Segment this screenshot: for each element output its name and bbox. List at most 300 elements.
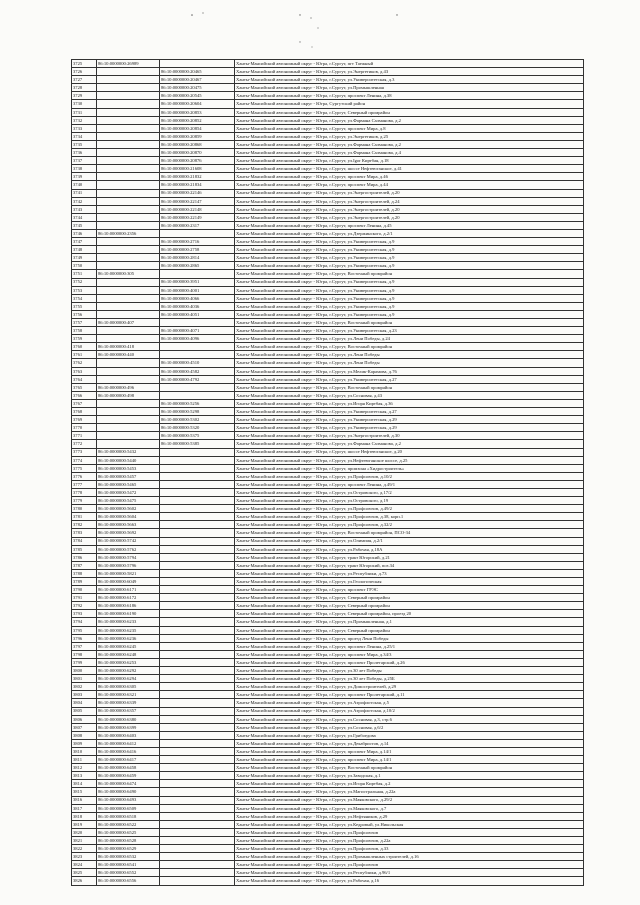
cadastral-number-a	[97, 181, 160, 189]
cadastral-number-a	[97, 108, 160, 116]
table-row	[72, 310, 584, 318]
cadastral-number-a	[97, 173, 160, 181]
cadastral-number-a: 86:10:0000000:418	[97, 343, 160, 351]
row-number: 3792	[72, 602, 97, 610]
table-row	[72, 60, 584, 68]
cadastral-number-b	[160, 715, 235, 723]
address: Ханты-Мансийский автономный округ - Югра, г.Сургут, ул.Университетская, д.23	[235, 327, 584, 335]
table-row	[72, 472, 584, 480]
cadastral-number-b	[160, 448, 235, 456]
cadastral-number-b	[160, 820, 235, 828]
row-number: 3752	[72, 278, 97, 286]
cadastral-number-a: 86:10:0000000:6556	[97, 877, 160, 885]
row-number: 3748	[72, 246, 97, 254]
cadastral-number-a	[97, 327, 160, 335]
table-row	[72, 756, 584, 764]
table-row	[72, 618, 584, 626]
address: Ханты-Мансийский автономный округ - Югра, г.Сургут, ул.Нефтяников, д.29	[235, 812, 584, 820]
cadastral-number-a: 86:10:0000000:6380	[97, 715, 160, 723]
table-row	[72, 869, 584, 877]
row-number: 3789	[72, 578, 97, 586]
cadastral-number-b	[160, 513, 235, 521]
table-row	[72, 302, 584, 310]
cadastral-number-b	[160, 529, 235, 537]
cadastral-number-b	[160, 618, 235, 626]
address: Ханты-Мансийский автономный округ - Югра, г.Сургут, ул.Декабристов, д.14	[235, 739, 584, 747]
row-number: 3736	[72, 149, 97, 157]
address: Ханты-Мансийский автономный округ - Югра, г.Сургут, ул.Игоря Киртбая, д.36	[235, 399, 584, 407]
table-row	[72, 707, 584, 715]
table-row	[72, 812, 584, 820]
cadastral-number-a	[97, 408, 160, 416]
address: Ханты-Мансийский автономный округ - Югра, г.Сургут, ул.Фармана Салманова, д.2	[235, 140, 584, 148]
cadastral-number-b: 86:10:0000000:20854	[160, 124, 235, 132]
row-number: 3776	[72, 472, 97, 480]
cadastral-number-a	[97, 213, 160, 221]
table-row	[72, 764, 584, 772]
cadastral-number-a	[97, 100, 160, 108]
cadastral-number-b: 86:10:0000000:5375	[160, 432, 235, 440]
table-row	[72, 375, 584, 383]
cadastral-number-a: 86:10:0000000:5762	[97, 545, 160, 553]
cadastral-number-b: 86:10:0000000:20876	[160, 157, 235, 165]
cadastral-number-b: 86:10:0000000:4510	[160, 359, 235, 367]
table-row	[72, 667, 584, 675]
row-number: 3769	[72, 416, 97, 424]
table-row	[72, 456, 584, 464]
table-row	[72, 383, 584, 391]
row-number: 3821	[72, 837, 97, 845]
cadastral-number-b	[160, 828, 235, 836]
table-row	[72, 650, 584, 658]
table-row	[72, 432, 584, 440]
address: Ханты-Мансийский автономный округ - Югра, г.Сургут, ул.Профсоюзов, д.32/2	[235, 521, 584, 529]
cadastral-number-a: 86:10:0000000:5821	[97, 569, 160, 577]
cadastral-number-b	[160, 837, 235, 845]
table-row	[72, 586, 584, 594]
table-row	[72, 715, 584, 723]
cadastral-number-b: 86:10:0000000:20870	[160, 149, 235, 157]
address: Ханты-Мансийский автономный округ - Югра, г.Сургут, Северный промрайон, проезд 20	[235, 610, 584, 618]
table-row	[72, 691, 584, 699]
cadastral-number-b: 86:10:0000000:3951	[160, 278, 235, 286]
cadastral-number-a: 86:10:0000000:6357	[97, 707, 160, 715]
cadastral-number-a	[97, 399, 160, 407]
cadastral-number-b	[160, 788, 235, 796]
row-number: 3731	[72, 108, 97, 116]
table-row	[72, 521, 584, 529]
address: Ханты-Мансийский автономный округ - Югра, г.Сургут, ул.Республики, д.96/1	[235, 869, 584, 877]
row-number: 3803	[72, 691, 97, 699]
table-row	[72, 529, 584, 537]
table-row	[72, 343, 584, 351]
table-row	[72, 84, 584, 92]
table-row	[72, 165, 584, 173]
cadastral-number-a	[97, 286, 160, 294]
row-number: 3740	[72, 181, 97, 189]
address: Ханты-Мансийский автономный округ - Югра, г.Сургут, проспект Пролетарский, д.26	[235, 658, 584, 666]
address: Ханты-Мансийский автономный округ - Югра, г.Сургут, ул.Аэрофлотская, д.10/2	[235, 707, 584, 715]
address: Ханты-Мансийский автономный округ - Югра, г.Сургут, Северный промрайон	[235, 602, 584, 610]
address: Ханты-Мансийский автономный округ - Югра, г.Сургут, ул.Грибоедова	[235, 731, 584, 739]
cadastral-number-b	[160, 731, 235, 739]
row-number: 3826	[72, 877, 97, 885]
row-number: 3778	[72, 488, 97, 496]
cadastral-number-b	[160, 658, 235, 666]
cadastral-number-b	[160, 391, 235, 399]
row-number: 3795	[72, 626, 97, 634]
row-number: 3808	[72, 731, 97, 739]
row-number: 3825	[72, 869, 97, 877]
cadastral-number-a: 86:10:0000000:5742	[97, 537, 160, 545]
row-number: 3730	[72, 100, 97, 108]
cadastral-number-b: 86:10:0000000:4582	[160, 367, 235, 375]
row-number: 3771	[72, 432, 97, 440]
table-row	[72, 116, 584, 124]
cadastral-number-b: 86:10:0000000:20852	[160, 116, 235, 124]
table-row	[72, 391, 584, 399]
address: Ханты-Мансийский автономный округ - Югра, г.Сургут, ул.Университетская, д.29	[235, 416, 584, 424]
row-number: 3787	[72, 561, 97, 569]
cadastral-number-a: 86:10:0000000:6416	[97, 747, 160, 755]
row-number: 3738	[72, 165, 97, 173]
address: Ханты-Мансийский автономный округ - Югра, г.Сургут, Северный промрайон	[235, 108, 584, 116]
table-row	[72, 140, 584, 148]
cadastral-number-b	[160, 861, 235, 869]
address: Ханты-Мансийский автономный округ - Югра, г.Сургут, Северный промрайон	[235, 594, 584, 602]
row-number: 3760	[72, 343, 97, 351]
address: Ханты-Мансийский автономный округ - Югра, г.Сургут, ул.Фармана Салманова, д.2	[235, 440, 584, 448]
address: Ханты-Мансийский автономный округ - Югра, г.Сургут, Восточный промрайон	[235, 319, 584, 327]
cadastral-number-a	[97, 440, 160, 448]
row-number: 3747	[72, 238, 97, 246]
address: Ханты-Мансийский автономный округ - Югра, г.Сургут, ул.Фармана Салманова, д.2	[235, 116, 584, 124]
cadastral-number-a	[97, 432, 160, 440]
address: Ханты-Мансийский автономный округ - Югра, г.Сургут, проспект Ленина, д.45	[235, 221, 584, 229]
cadastral-number-b: 86:10:0000000:20868	[160, 140, 235, 148]
table-row	[72, 739, 584, 747]
cadastral-number-b	[160, 537, 235, 545]
cadastral-number-b: 86:10:0000000:21832	[160, 173, 235, 181]
cadastral-number-a: 86:10:0000000:6339	[97, 699, 160, 707]
row-number: 3780	[72, 505, 97, 513]
cadastral-number-a: 86:10:0000000:6525	[97, 828, 160, 836]
address: Ханты-Мансийский автономный округ - Югра, г.Сургут, ул.Нефтеюганское шоссе, д.25	[235, 456, 584, 464]
row-number: 3819	[72, 820, 97, 828]
cadastral-number-b	[160, 845, 235, 853]
cadastral-number-b	[160, 561, 235, 569]
table-row	[72, 359, 584, 367]
cadastral-number-b	[160, 756, 235, 764]
table-row	[72, 513, 584, 521]
cadastral-number-b: 86:10:0000000:5320	[160, 424, 235, 432]
cadastral-number-a	[97, 424, 160, 432]
table-row	[72, 683, 584, 691]
cadastral-number-a: 86:10:0000000:6399	[97, 723, 160, 731]
table-row	[72, 464, 584, 472]
address: Ханты-Мансийский автономный округ - Югра, г.Сургут, ул.Университетская, д.9	[235, 310, 584, 318]
address: Ханты-Мансийский автономный округ - Югра, г.Сургут, ул.Профсоюзов, д.49/2	[235, 505, 584, 513]
address: Ханты-Мансийский автономный округ - Югра, г.Сургут, Северный промрайон	[235, 626, 584, 634]
cadastral-number-b: 86:10:0000000:20604	[160, 100, 235, 108]
table-row	[72, 294, 584, 302]
cadastral-number-a: 86:10:0000000:6245	[97, 642, 160, 650]
row-number: 3759	[72, 335, 97, 343]
address: Ханты-Мансийский автономный округ - Югра, г.Сургут, ул.Кедровый, ул.Никольская	[235, 820, 584, 828]
row-number: 3727	[72, 76, 97, 84]
row-number: 3767	[72, 399, 97, 407]
row-number: 3779	[72, 497, 97, 505]
cadastral-number-b: 86:10:0000000:20859	[160, 132, 235, 140]
address: Ханты-Мансийский автономный округ - Югра, г.Сургут, промзона «Хидростроитель»	[235, 464, 584, 472]
address: Ханты-Мансийский автономный округ - Югра, г.Сургут, ул.Университетская, д.9	[235, 238, 584, 246]
address: Ханты-Мансийский автономный округ - Югра, г.Сургут, проспект ГРЭС	[235, 586, 584, 594]
row-number: 3804	[72, 699, 97, 707]
table-row	[72, 238, 584, 246]
row-number: 3786	[72, 553, 97, 561]
row-number: 3757	[72, 319, 97, 327]
cadastral-number-a	[97, 294, 160, 302]
table-row	[72, 92, 584, 100]
table-row	[72, 270, 584, 278]
cadastral-number-a: 86:10:0000000:6235	[97, 626, 160, 634]
cadastral-number-b: 86:10:0000000:4096	[160, 335, 235, 343]
cadastral-number-b	[160, 545, 235, 553]
cadastral-number-b	[160, 578, 235, 586]
cadastral-number-b	[160, 229, 235, 237]
cadastral-records-table	[71, 59, 584, 886]
cadastral-number-b: 86:10:0000000:22149	[160, 213, 235, 221]
cadastral-number-b: 86:10:0000000:4071	[160, 327, 235, 335]
table-row	[72, 804, 584, 812]
address: Ханты-Мансийский автономный округ - Югра, г.Сургут, тракт Югорский, поз.34	[235, 561, 584, 569]
row-number: 3816	[72, 796, 97, 804]
address: Ханты-Мансийский автономный округ - Югра, г.Сургут, ул.Промышленная, д.1	[235, 618, 584, 626]
table-row	[72, 480, 584, 488]
cadastral-number-b	[160, 667, 235, 675]
address: Ханты-Мансийский автономный округ - Югра, г.Сургут, ул.Энергостроителей, д.20	[235, 205, 584, 213]
table-row	[72, 262, 584, 270]
table-row	[72, 448, 584, 456]
cadastral-number-b	[160, 351, 235, 359]
cadastral-number-b: 86:10:0000000:21834	[160, 181, 235, 189]
address: Ханты-Мансийский автономный округ - Югра, Сургутский район	[235, 100, 584, 108]
address: Ханты-Мансийский автономный округ - Югра, г.Сургут, ул.Университетская, д.9	[235, 294, 584, 302]
cadastral-number-b: 86:10:0000000:22148	[160, 205, 235, 213]
row-number: 3814	[72, 780, 97, 788]
cadastral-number-b: 86:10:0000000:20475	[160, 84, 235, 92]
cadastral-number-b: 86:10:0000000:4792	[160, 375, 235, 383]
table-row	[72, 788, 584, 796]
cadastral-number-b: 86:10:0000000:2317	[160, 221, 235, 229]
cadastral-number-b	[160, 610, 235, 618]
cadastral-number-b	[160, 747, 235, 755]
cadastral-number-a: 86:10:0000000:6236	[97, 634, 160, 642]
address: Ханты-Мансийский автономный округ - Югра, г.Сургут, ул.Дзержинского, д.2/1	[235, 229, 584, 237]
cadastral-number-b: 86:10:0000000:20853	[160, 108, 235, 116]
address: Ханты-Мансийский автономный округ - Югра, г.Сургут, ул.Лени Победы	[235, 359, 584, 367]
address: Ханты-Мансийский автономный округ - Югра, г.Сургут, ул.Igor Киртбая, д.18	[235, 157, 584, 165]
cadastral-number-b	[160, 634, 235, 642]
cadastral-number-b	[160, 569, 235, 577]
row-number: 3756	[72, 310, 97, 318]
table-row	[72, 772, 584, 780]
table-row	[72, 408, 584, 416]
table-row	[72, 68, 584, 76]
address: Ханты-Мансийский автономный округ - Югра, г.Сургут, Восточный промрайон	[235, 343, 584, 351]
table-row	[72, 197, 584, 205]
address: Ханты-Мансийский автономный округ - Югра, г.Сургут, ул.Энергетиков, д.43	[235, 68, 584, 76]
cadastral-number-a: 86:10:0000000:6529	[97, 845, 160, 853]
cadastral-number-b	[160, 691, 235, 699]
cadastral-number-b	[160, 626, 235, 634]
row-number: 3733	[72, 124, 97, 132]
cadastral-number-a	[97, 221, 160, 229]
cadastral-number-a	[97, 238, 160, 246]
table-row	[72, 747, 584, 755]
cadastral-number-a: 86:10:0000000:5663	[97, 521, 160, 529]
cadastral-number-b: 86:10:0000000:20545	[160, 92, 235, 100]
cadastral-number-b: 86:10:0000000:2716	[160, 238, 235, 246]
table-row	[72, 537, 584, 545]
cadastral-number-a	[97, 132, 160, 140]
row-number: 3754	[72, 294, 97, 302]
address: Ханты-Мансийский автономный округ - Югра, г.Сургут, Восточный промрайон	[235, 270, 584, 278]
address: Ханты-Мансийский автономный округ - Югра, г.Сургут, ул.Промышленных строителей, д.16	[235, 853, 584, 861]
address: Ханты-Мансийский автономный округ - Югра, г.Сургут, ул.Профсоюзов	[235, 828, 584, 836]
table-row	[72, 796, 584, 804]
cadastral-number-b	[160, 796, 235, 804]
cadastral-number-a: 86:10:0000000:26989	[97, 60, 160, 68]
cadastral-number-a	[97, 367, 160, 375]
cadastral-number-a: 86:10:0000000:6490	[97, 788, 160, 796]
cadastral-number-a: 86:10:0000000:6509	[97, 804, 160, 812]
row-number: 3749	[72, 254, 97, 262]
cadastral-number-b	[160, 642, 235, 650]
row-number: 3732	[72, 116, 97, 124]
row-number: 3790	[72, 586, 97, 594]
row-number: 3785	[72, 545, 97, 553]
row-number: 3764	[72, 375, 97, 383]
cadastral-number-b	[160, 723, 235, 731]
table-row	[72, 642, 584, 650]
table-row	[72, 221, 584, 229]
row-number: 3801	[72, 675, 97, 683]
cadastral-number-a	[97, 335, 160, 343]
cadastral-number-a: 86:10:0000000:6552	[97, 869, 160, 877]
row-number: 3741	[72, 189, 97, 197]
table-row	[72, 845, 584, 853]
address: Ханты-Мансийский автономный округ - Югра, г.Сургут, ул.Энергостроителей, д.30	[235, 432, 584, 440]
cadastral-number-a: 86:10:0000000:6541	[97, 861, 160, 869]
table-row	[72, 124, 584, 132]
table-row	[72, 561, 584, 569]
cadastral-number-a: 86:10:0000000:6171	[97, 586, 160, 594]
table-row	[72, 367, 584, 375]
cadastral-number-a: 86:10:0000000:2356	[97, 229, 160, 237]
cadastral-number-b	[160, 869, 235, 877]
row-number: 3798	[72, 650, 97, 658]
address: Ханты-Мансийский автономный округ - Югра, г.Сургут, проспект Мира, д.34/3	[235, 650, 584, 658]
table-row	[72, 731, 584, 739]
row-number: 3751	[72, 270, 97, 278]
cadastral-number-b	[160, 764, 235, 772]
address: Ханты-Мансийский автономный округ - Югра, г.Сургут, ул.Энергостроителей, д.20	[235, 189, 584, 197]
address: Ханты-Мансийский автономный округ - Югра, г.Сургут, проспект Мира, д.14/1	[235, 747, 584, 755]
row-number: 3765	[72, 383, 97, 391]
address: Ханты-Мансийский автономный округ - Югра, г.Сургут, ул.Магистральная, д.22а	[235, 788, 584, 796]
row-number: 3744	[72, 213, 97, 221]
address: Ханты-Мансийский автономный округ - Югра, г.Сургут, ул.Домостроителей, д.29	[235, 683, 584, 691]
cadastral-number-b	[160, 780, 235, 788]
cadastral-number-b	[160, 472, 235, 480]
table-row	[72, 181, 584, 189]
cadastral-number-a: 86:10:0000000:6412	[97, 739, 160, 747]
cadastral-number-a: 86:10:0000000:407	[97, 319, 160, 327]
address: Ханты-Мансийский автономный округ - Югра, г.Сургут, ул.Университетская, д.29	[235, 424, 584, 432]
address: Ханты-Мансийский автономный округ - Югра, г.Сургут, Восточный промрайон, ПСО-34	[235, 529, 584, 537]
cadastral-number-a: 86:10:0000000:5475	[97, 497, 160, 505]
address: Ханты-Мансийский автономный округ - Югра, г.Сургут, ул.30 лет Победы	[235, 667, 584, 675]
row-number: 3811	[72, 756, 97, 764]
cadastral-number-b	[160, 319, 235, 327]
address: Ханты-Мансийский автономный округ - Югра, г.Сургут, ул.Заводская, д.1	[235, 772, 584, 780]
cadastral-number-a: 86:10:0000000:6528	[97, 837, 160, 845]
table-row	[72, 837, 584, 845]
cadastral-number-b	[160, 270, 235, 278]
cadastral-number-b	[160, 650, 235, 658]
cadastral-number-a: 86:10:0000000:5465	[97, 480, 160, 488]
cadastral-number-a	[97, 149, 160, 157]
row-number: 3726	[72, 68, 97, 76]
cadastral-number-a: 86:10:0000000:6049	[97, 578, 160, 586]
table-row	[72, 569, 584, 577]
address: Ханты-Мансийский автономный округ - Югра, г.Сургут, ул.Маяковского, д.7	[235, 804, 584, 812]
row-number: 3761	[72, 351, 97, 359]
cadastral-number-b	[160, 553, 235, 561]
address: Ханты-Мансийский автономный округ - Югра, г.Сургут, ул.Фармана Салманова, д.4	[235, 149, 584, 157]
row-number: 3823	[72, 853, 97, 861]
cadastral-number-b: 86:10:0000000:21608	[160, 165, 235, 173]
table-row	[72, 505, 584, 513]
cadastral-number-a	[97, 310, 160, 318]
table-row	[72, 399, 584, 407]
address: Ханты-Мансийский автономный округ - Югра, г.Сургут, ул.Университетская, д.9	[235, 246, 584, 254]
cadastral-number-b: 86:10:0000000:22146	[160, 189, 235, 197]
table-row	[72, 658, 584, 666]
row-number: 3807	[72, 723, 97, 731]
address: Ханты-Мансийский автономный округ - Югра, г.Сургут, ул.Университетская, д.9	[235, 278, 584, 286]
table-row	[72, 853, 584, 861]
address: Ханты-Мансийский автономный округ - Югра, г.Сургут, ул.Мелик-Карамова, д.76	[235, 367, 584, 375]
cadastral-number-a: 86:10:0000000:496	[97, 383, 160, 391]
table-row	[72, 205, 584, 213]
cadastral-number-a: 86:10:0000000:6186	[97, 602, 160, 610]
cadastral-number-b	[160, 707, 235, 715]
table-row	[72, 780, 584, 788]
cadastral-number-a: 86:10:0000000:5457	[97, 472, 160, 480]
address: Ханты-Мансийский автономный округ - Югра, г.Сургут, ул.Лени Победы	[235, 351, 584, 359]
table-row	[72, 828, 584, 836]
cadastral-number-b	[160, 594, 235, 602]
address: Ханты-Мансийский автономный округ - Югра, г.Сургут, ул.Профсоюзов, д.10/2	[235, 472, 584, 480]
address: Ханты-Мансийский автономный округ - Югра, г.Сургут, ул.Университетская, д.27	[235, 408, 584, 416]
row-number: 3768	[72, 408, 97, 416]
row-number: 3824	[72, 861, 97, 869]
cadastral-number-a	[97, 189, 160, 197]
table-row	[72, 319, 584, 327]
cadastral-number-b: 86:10:0000000:5256	[160, 399, 235, 407]
